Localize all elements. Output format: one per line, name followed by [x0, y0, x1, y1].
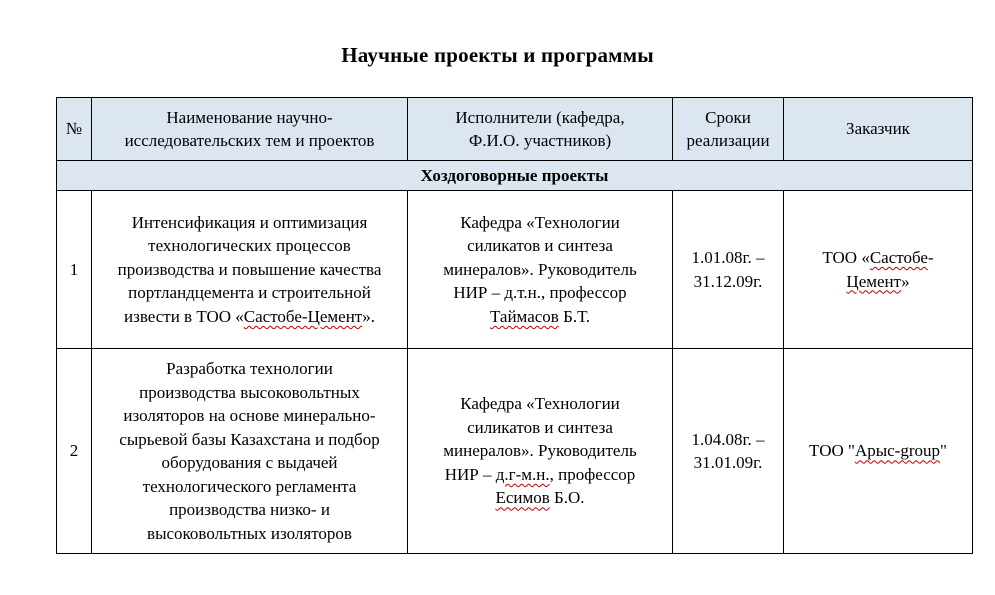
project-name-line: изоляторов на основе минерально- [123, 406, 376, 425]
table-row [57, 349, 973, 554]
row-number: 2 [57, 349, 92, 554]
executors-line: силикатов и синтеза [467, 417, 613, 437]
header-customer-label: Заказчик [846, 119, 910, 139]
project-name-line [96, 305, 403, 329]
spellcheck-word: Састобе [869, 248, 928, 267]
executors-cell [408, 349, 673, 554]
table-header-row [57, 98, 973, 161]
executors-line: минералов». Руководитель [443, 441, 637, 461]
period-cell [673, 349, 784, 554]
header-executors-line: Исполнители (кафедра, [455, 107, 625, 127]
project-name-line: высоковольтных изоляторов [147, 523, 352, 543]
header-executors-line: Ф.И.О. участников) [468, 131, 612, 150]
spellcheck-word: Арыс-group [854, 441, 941, 461]
spellcheck-word: Састобе-Цемент [243, 306, 363, 326]
project-name-line: сырьевой базы Казахстана и подбор [119, 429, 380, 449]
header-customer [784, 98, 973, 161]
spellcheck-word: Цемент [846, 271, 902, 291]
executors-line: Кафедра «Технологии [460, 394, 620, 414]
executors-line [412, 463, 668, 487]
period-cell [673, 191, 784, 349]
customer-text: ТОО « [822, 248, 870, 267]
project-name-line: производства низко- и [169, 500, 330, 519]
executors-line: Кафедра «Технологии [460, 212, 620, 232]
header-period [673, 98, 784, 161]
project-name-cell [92, 349, 408, 554]
section-row [57, 161, 973, 191]
spellcheck-word: д.г-м.н. [495, 464, 550, 484]
header-name-line: исследовательских тем и проектов [124, 131, 375, 150]
project-name-cell [92, 191, 408, 349]
customer-text: » [901, 271, 910, 291]
customer-text: " [940, 441, 947, 461]
page-title: Научные проекты и программы [341, 43, 654, 67]
executors-line: минералов». Руководитель [443, 259, 637, 279]
executor-initials: Б.О. [549, 488, 585, 508]
project-name-line: технологических процессов [148, 236, 351, 256]
row-number: 1 [57, 191, 92, 349]
project-name-line: Разработка технологии [166, 359, 333, 378]
spellcheck-word: Таймасов [489, 306, 559, 326]
period-line: 31.01.09г. [693, 453, 763, 472]
projects-table [56, 97, 973, 554]
executors-line [412, 486, 668, 510]
period-line: 31.12.09г. [693, 271, 763, 291]
project-name-line: портландцемента и строительной [128, 283, 371, 303]
executors-line: НИР – д.т.н., профессор [453, 283, 627, 303]
executor-initials: Б.Т. [558, 306, 591, 326]
executors-line [412, 305, 668, 329]
executors-cell [408, 191, 673, 349]
section-title: Хоздоговорные проекты [57, 161, 973, 191]
project-name-text: извести в ТОО « [124, 306, 244, 326]
executors-text: НИР – [444, 464, 496, 484]
project-name-line: оборудования с выдачей [161, 453, 338, 472]
project-name-text: ». [362, 306, 375, 326]
customer-cell [784, 191, 973, 349]
header-number [57, 98, 92, 161]
customer-text: - [927, 248, 934, 267]
spellcheck-word: Есимов [495, 488, 550, 508]
table-row [57, 191, 973, 349]
executors-text: , профессор [549, 464, 636, 484]
period-line: 1.04.08г. – [691, 429, 765, 449]
header-name-line: Наименование научно- [166, 107, 333, 127]
header-period-line: Сроки [705, 107, 751, 127]
header-executors [408, 98, 673, 161]
header-name [92, 98, 408, 161]
executors-line: силикатов и синтеза [467, 236, 613, 256]
header-number-label: № [65, 119, 83, 139]
period-line: 1.01.08г. – [691, 248, 765, 267]
project-name-line: Интенсификация и оптимизация [131, 212, 368, 232]
project-name-line: производства и повышение качества [117, 259, 382, 279]
customer-text: ТОО " [809, 441, 855, 461]
customer-cell [784, 349, 973, 554]
header-period-line: реализации [686, 131, 770, 150]
project-name-line: производства высоковольтных [139, 382, 360, 402]
project-name-line: технологического регламента [142, 476, 357, 496]
